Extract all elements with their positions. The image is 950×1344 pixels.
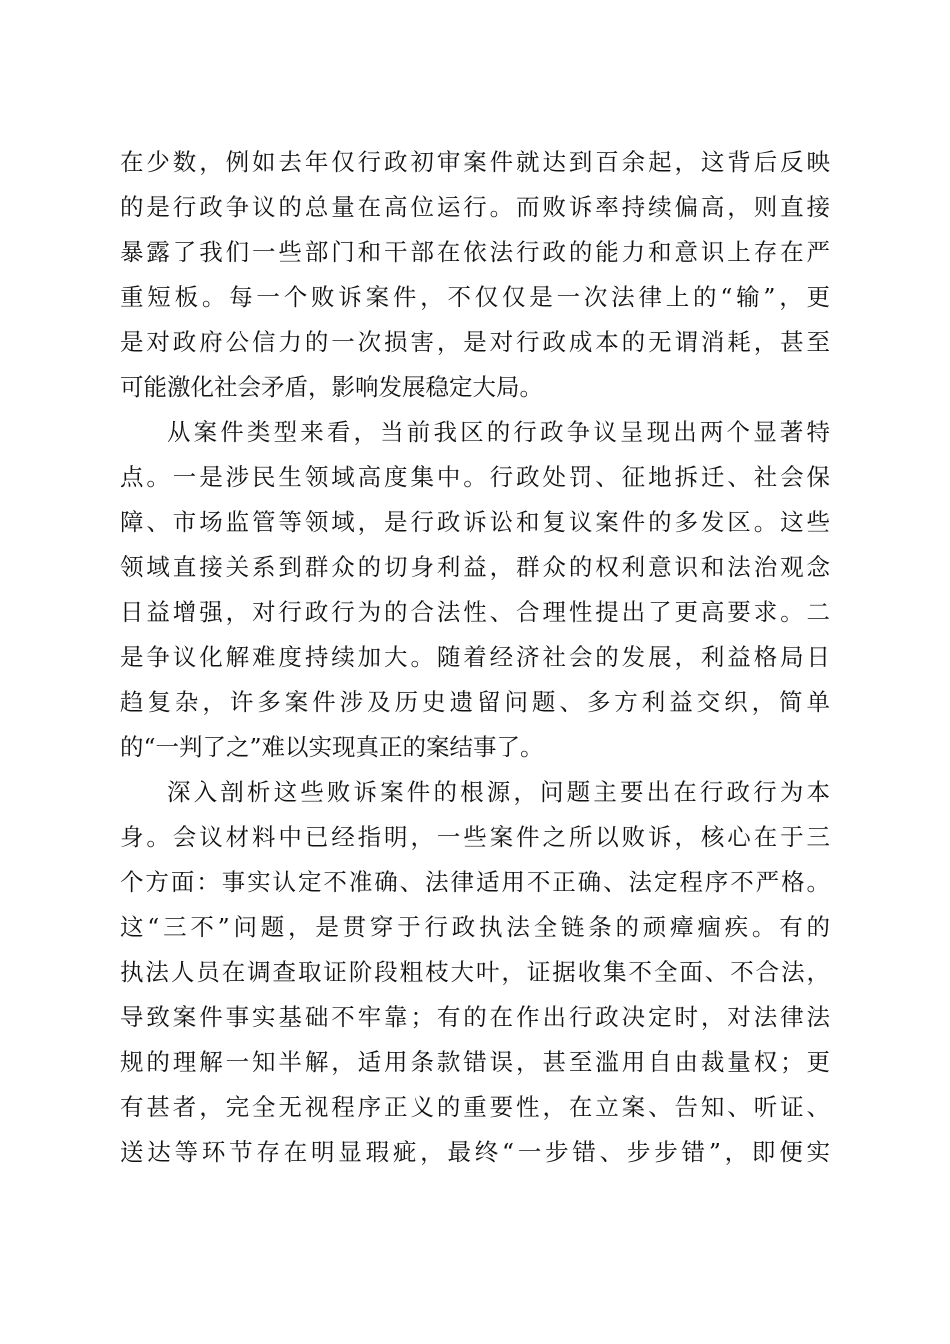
- text-line: 执法人员在调查取证阶段粗枝大叶，证据收集不全面、不合法，: [120, 958, 830, 986]
- paragraph-2: [120, 410, 830, 770]
- text-line: 障、市场监管等领域，是行政诉讼和复议案件的多发区。这些: [120, 508, 830, 536]
- text-line: 的“一判了之”难以实现真正的案结事了。: [120, 733, 544, 761]
- document-body: [120, 140, 830, 1175]
- text-line: 趋复杂，许多案件涉及历史遗留问题、多方利益交织，简单: [120, 688, 830, 716]
- text-line: 领域直接关系到群众的切身利益，群众的权利意识和法治观念: [120, 553, 830, 581]
- text-line: 点。一是涉民生领域高度集中。行政处罚、征地拆迁、社会保: [120, 463, 830, 491]
- paragraph-1: [120, 140, 830, 410]
- text-line: 个方面：事实认定不准确、法律适用不正确、法定程序不严格。: [120, 868, 830, 896]
- text-line: 深入剖析这些败诉案件的根源，问题主要出在行政行为本: [167, 778, 830, 806]
- text-line: 送达等环节存在明显瑕疵，最终“一步错、步步错”，即便实: [120, 1138, 830, 1166]
- text-line: 身。会议材料中已经指明，一些案件之所以败诉，核心在于三: [120, 823, 830, 851]
- text-line: 是对政府公信力的一次损害，是对行政成本的无谓消耗，甚至: [120, 328, 830, 356]
- text-line: 暴露了我们一些部门和干部在依法行政的能力和意识上存在严: [120, 238, 830, 266]
- text-line: 从案件类型来看，当前我区的行政争议呈现出两个显著特: [167, 418, 830, 446]
- paragraph-3: [120, 770, 830, 1175]
- text-line: 有甚者，完全无视程序正义的重要性，在立案、告知、听证、: [120, 1093, 830, 1121]
- text-line: 是争议化解难度持续加大。随着经济社会的发展，利益格局日: [120, 643, 830, 671]
- text-line: 规的理解一知半解，适用条款错误，甚至滥用自由裁量权；更: [120, 1048, 830, 1076]
- text-line: 可能激化社会矛盾，影响发展稳定大局。: [120, 373, 543, 401]
- text-line: 重短板。每一个败诉案件，不仅仅是一次法律上的“输”，更: [120, 283, 830, 311]
- text-line: 日益增强，对行政行为的合法性、合理性提出了更高要求。二: [120, 598, 830, 626]
- text-line: 在少数，例如去年仅行政初审案件就达到百余起，这背后反映: [120, 148, 830, 176]
- text-line: 导致案件事实基础不牢靠；有的在作出行政决定时，对法律法: [120, 1003, 830, 1031]
- text-line: 这“三不”问题，是贯穿于行政执法全链条的顽瘴痼疾。有的: [120, 913, 830, 941]
- text-line: 的是行政争议的总量在高位运行。而败诉率持续偏高，则直接: [120, 193, 830, 221]
